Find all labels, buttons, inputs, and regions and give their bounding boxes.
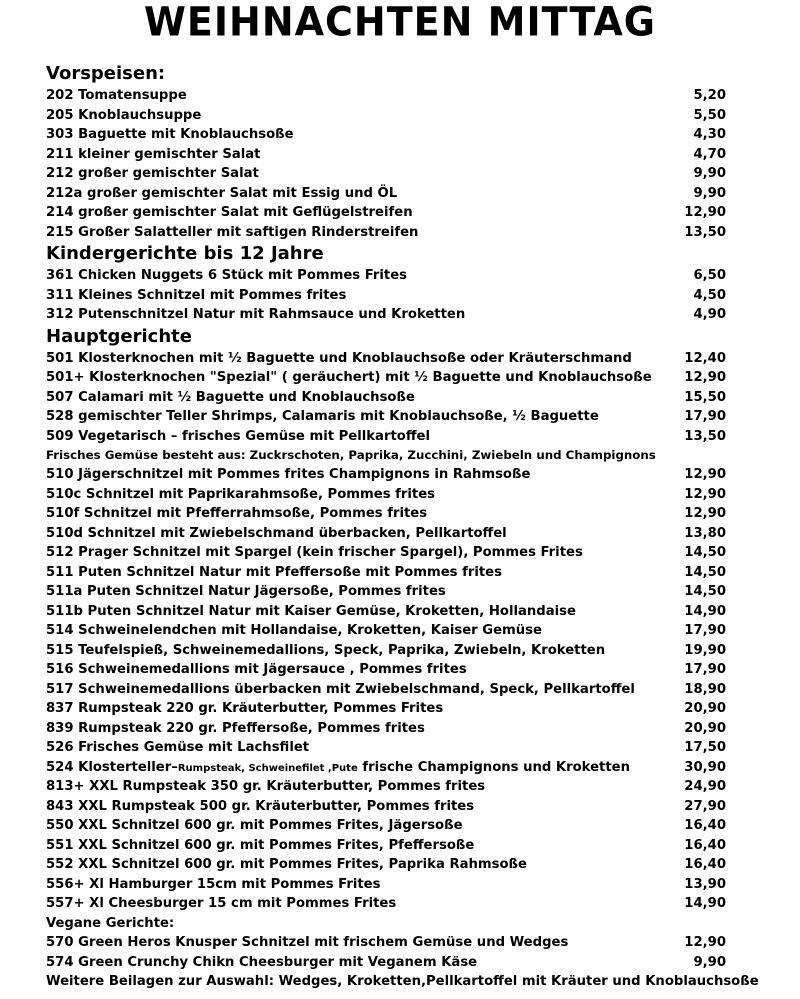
- menu-list: [46, 62, 759, 992]
- item-text: 570 Green Heros Knusper Schnitzel mit frischem Gemüse und Wedges: [46, 935, 569, 950]
- item-price: 12,90: [684, 506, 726, 521]
- item-price: 17,90: [684, 409, 726, 424]
- item-text: 311 Kleines Schnitzel mit Pommes frites: [46, 287, 347, 303]
- haupt-list-a: [46, 349, 736, 447]
- menu-item: [46, 203, 736, 223]
- item-price: 12,40: [684, 350, 726, 366]
- menu-item: [46, 855, 736, 875]
- item-text: 843 XXL Rumpsteak 500 gr. Kräuterbutter, Pommes frites: [46, 798, 475, 814]
- item-text: 515 Teufelspieß, Schweinemedallions, Speck, Paprika, Zwiebeln, Kroketten: [46, 642, 606, 658]
- item-price: 4,50: [693, 287, 726, 303]
- special-lead: 524 Klosterteller–: [46, 759, 178, 775]
- item-text: 361 Chicken Nuggets 6 Stück mit Pommes Frites: [46, 268, 408, 283]
- item-text: 551 XXL Schnitzel 600 gr. mit Pommes Frites, Pfeffersoße: [46, 837, 475, 853]
- item-price: 5,50: [693, 107, 726, 123]
- menu-item: [46, 777, 736, 797]
- section-heading-haupt: Hauptgerichte: [46, 325, 192, 347]
- item-text: 511b Puten Schnitzel Natur mit Kaiser Gemüse, Kroketten, Hollandaise: [46, 603, 576, 619]
- item-price: 9,90: [693, 185, 726, 201]
- item-text: 511 Puten Schnitzel Natur mit Pfeffersoße mit Pommes frites: [46, 564, 502, 580]
- item-text: 303 Baguette mit Knoblauchsoße: [46, 127, 294, 142]
- item-text: [46, 758, 630, 779]
- item-price: 20,90: [684, 701, 726, 716]
- gemuese-note: Frisches Gemüse besteht aus: Zuckrschoten, Paprika, Zucchini, Zwiebeln und Champignons: [46, 448, 656, 462]
- item-text: 509 Vegetarisch – frisches Gemüse mit Pellkartoffel: [46, 428, 430, 444]
- menu-item: [46, 953, 736, 973]
- menu-item: [46, 184, 736, 204]
- item-price: 13,90: [684, 876, 726, 892]
- item-text: 512 Prager Schnitzel mit Spargel (kein frischer Spargel), Pommes Frites: [46, 545, 583, 560]
- item-price: 14,50: [684, 584, 726, 599]
- item-price: 4,70: [693, 146, 726, 162]
- menu-item: [46, 621, 736, 641]
- item-text: 839 Rumpsteak 220 gr. Pfeffersoße, Pommes frites: [46, 720, 425, 736]
- item-text: 501 Klosterknochen mit ½ Baguette und Knoblauchsoße oder Kräuterschmand: [46, 350, 632, 366]
- item-text: 837 Rumpsteak 220 gr. Kräuterbutter, Pommes Frites: [46, 701, 444, 716]
- item-price: 12,90: [684, 467, 726, 482]
- menu-item-special: [46, 758, 736, 778]
- item-text: 528 gemischter Teller Shrimps, Calamaris mit Knoblauchsoße, ½ Baguette: [46, 409, 599, 424]
- item-price: 27,90: [684, 798, 726, 814]
- item-price: 4,30: [693, 127, 726, 142]
- item-text: 550 XXL Schnitzel 600 gr. mit Pommes Frites, Jägersoße: [46, 818, 463, 833]
- item-price: 13,80: [684, 525, 726, 541]
- menu-item: [46, 699, 736, 719]
- item-price: 15,50: [684, 389, 726, 405]
- menu-item: [46, 266, 736, 286]
- item-text: 212 großer gemischter Salat: [46, 166, 259, 181]
- item-text: 205 Knoblauchsuppe: [46, 107, 202, 123]
- item-text: 526 Frisches Gemüse mit Lachsfilet: [46, 740, 310, 755]
- menu-item: [46, 894, 736, 914]
- item-text: 574 Green Crunchy Chikn Cheesburger mit Veganem Käse: [46, 954, 478, 970]
- item-price: 14,50: [684, 564, 726, 580]
- item-text: 556+ Xl Hamburger 15cm mit Pommes Frites: [46, 876, 381, 892]
- item-text: 516 Schweinemedallions mit Jägersauce , Pommes frites: [46, 662, 467, 677]
- item-price: 14,50: [684, 545, 726, 560]
- menu-item: [46, 305, 736, 325]
- item-price: 24,90: [684, 779, 726, 794]
- item-text: 510c Schnitzel mit Paprikarahmsoße, Pommes frites: [46, 486, 436, 502]
- menu-item: [46, 125, 736, 145]
- kinder-list: [46, 266, 736, 325]
- item-price: 17,50: [684, 740, 726, 755]
- special-small: Rumpsteak, Schweinefilet ,Pute: [177, 762, 358, 774]
- item-text: 215 Großer Salatteller mit saftigen Rinderstreifen: [46, 224, 419, 240]
- menu-item: [46, 602, 736, 622]
- menu-item: [46, 504, 736, 524]
- item-text: 552 XXL Schnitzel 600 gr. mit Pommes Frites, Paprika Rahmsoße: [46, 857, 527, 872]
- item-price: 18,90: [684, 681, 726, 697]
- menu-item: [46, 485, 736, 505]
- menu-item: [46, 286, 736, 306]
- section-heading-vorspeisen: Vorspeisen:: [46, 63, 166, 84]
- item-price: 20,90: [684, 720, 726, 736]
- item-text: 312 Putenschnitzel Natur mit Rahmsauce und Kroketten: [46, 307, 466, 322]
- item-price: 13,50: [684, 428, 726, 444]
- item-price: 17,90: [684, 662, 726, 677]
- menu-item: [46, 719, 736, 739]
- item-text: 507 Calamari mit ½ Baguette und Knoblauchsoße: [46, 389, 415, 405]
- menu-item: [46, 524, 736, 544]
- menu-title: WEIHNACHTEN MITTAG: [144, 0, 656, 46]
- item-price: 17,90: [684, 623, 726, 638]
- menu-item: [46, 427, 736, 447]
- item-price: 5,20: [693, 88, 726, 103]
- item-text: 501+ Klosterknochen "Spezial" ( geräuchert) mit ½ Baguette und Knoblauchsoße: [46, 370, 652, 385]
- item-price: 9,90: [693, 954, 726, 970]
- item-price: 12,90: [684, 935, 726, 950]
- item-price: 16,40: [684, 818, 726, 833]
- item-text: 557+ Xl Cheesburger 15 cm mit Pommes Frites: [46, 896, 397, 911]
- item-text: 214 großer gemischter Salat mit Geflügelstreifen: [46, 205, 413, 220]
- section-heading-vegan: [46, 914, 736, 934]
- menu-item: [46, 86, 736, 106]
- menu-item: [46, 465, 736, 485]
- menu-item: [46, 349, 736, 369]
- item-price: 16,40: [684, 857, 726, 872]
- menu-item: [46, 164, 736, 184]
- vorspeisen-list: [46, 86, 736, 242]
- menu-item: [46, 797, 736, 817]
- menu-item: [46, 816, 736, 836]
- menu-item: [46, 641, 736, 661]
- item-text: 510 Jägerschnitzel mit Pommes frites Champignons in Rahmsoße: [46, 467, 531, 482]
- haupt-list-b: [46, 465, 736, 758]
- beilagen-text: Weitere Beilagen zur Auswahl: Wedges, Kroketten,Pellkartoffel mit Kräuter und Knoblauchsoße: [46, 974, 759, 989]
- menu-item: [46, 875, 736, 895]
- menu-item: [46, 368, 736, 388]
- menu-item: [46, 582, 736, 602]
- item-price: 12,90: [684, 486, 726, 502]
- menu-item: [46, 106, 736, 126]
- item-text: 514 Schweinelendchen mit Hollandaise, Kroketten, Kaiser Gemüse: [46, 623, 542, 638]
- item-text: 212a großer gemischter Salat mit Essig und ÖL: [46, 185, 398, 201]
- item-price: 16,40: [684, 837, 726, 853]
- menu-item: [46, 407, 736, 427]
- item-text: 202 Tomatensuppe: [46, 88, 187, 103]
- item-price: 14,90: [684, 603, 726, 619]
- item-price: 13,50: [684, 224, 726, 240]
- item-text: 517 Schweinemedallions überbacken mit Zwiebelschmand, Speck, Pellkartoffel: [46, 681, 635, 697]
- beilagen-line: [46, 972, 759, 992]
- menu-item: [46, 145, 736, 165]
- item-text: 211 kleiner gemischter Salat: [46, 146, 261, 162]
- menu-item: [46, 660, 736, 680]
- item-price: 19,90: [684, 642, 726, 658]
- item-price: 9,90: [693, 166, 726, 181]
- item-price: 12,90: [684, 205, 726, 220]
- menu-item: [46, 738, 736, 758]
- menu-item: [46, 223, 736, 243]
- item-text: 511a Puten Schnitzel Natur Jägersoße, Pommes frites: [46, 584, 446, 599]
- menu-item: [46, 543, 736, 563]
- menu-item: [46, 563, 736, 583]
- item-price: 30,90: [684, 759, 726, 775]
- vegan-heading-text: Vegane Gerichte:: [46, 915, 175, 931]
- special-rest: frische Champignons und Kroketten: [357, 759, 630, 775]
- menu-item: [46, 836, 736, 856]
- item-price: 4,90: [693, 307, 726, 322]
- haupt-list-c: [46, 777, 736, 914]
- item-text: 813+ XXL Rumpsteak 350 gr. Kräuterbutter, Pommes frites: [46, 779, 486, 794]
- item-price: 14,90: [684, 896, 726, 911]
- item-price: 6,50: [693, 268, 726, 283]
- menu-item: [46, 388, 736, 408]
- item-text: 510d Schnitzel mit Zwiebelschmand überbacken, Pellkartoffel: [46, 525, 507, 541]
- vegan-list: [46, 933, 736, 972]
- menu-item: [46, 680, 736, 700]
- section-heading-kinder: Kindergerichte bis 12 Jahre: [46, 243, 324, 264]
- menu-item: [46, 933, 736, 953]
- item-text: 510f Schnitzel mit Pfefferrahmsoße, Pommes frites: [46, 506, 428, 521]
- item-price: 12,90: [684, 370, 726, 385]
